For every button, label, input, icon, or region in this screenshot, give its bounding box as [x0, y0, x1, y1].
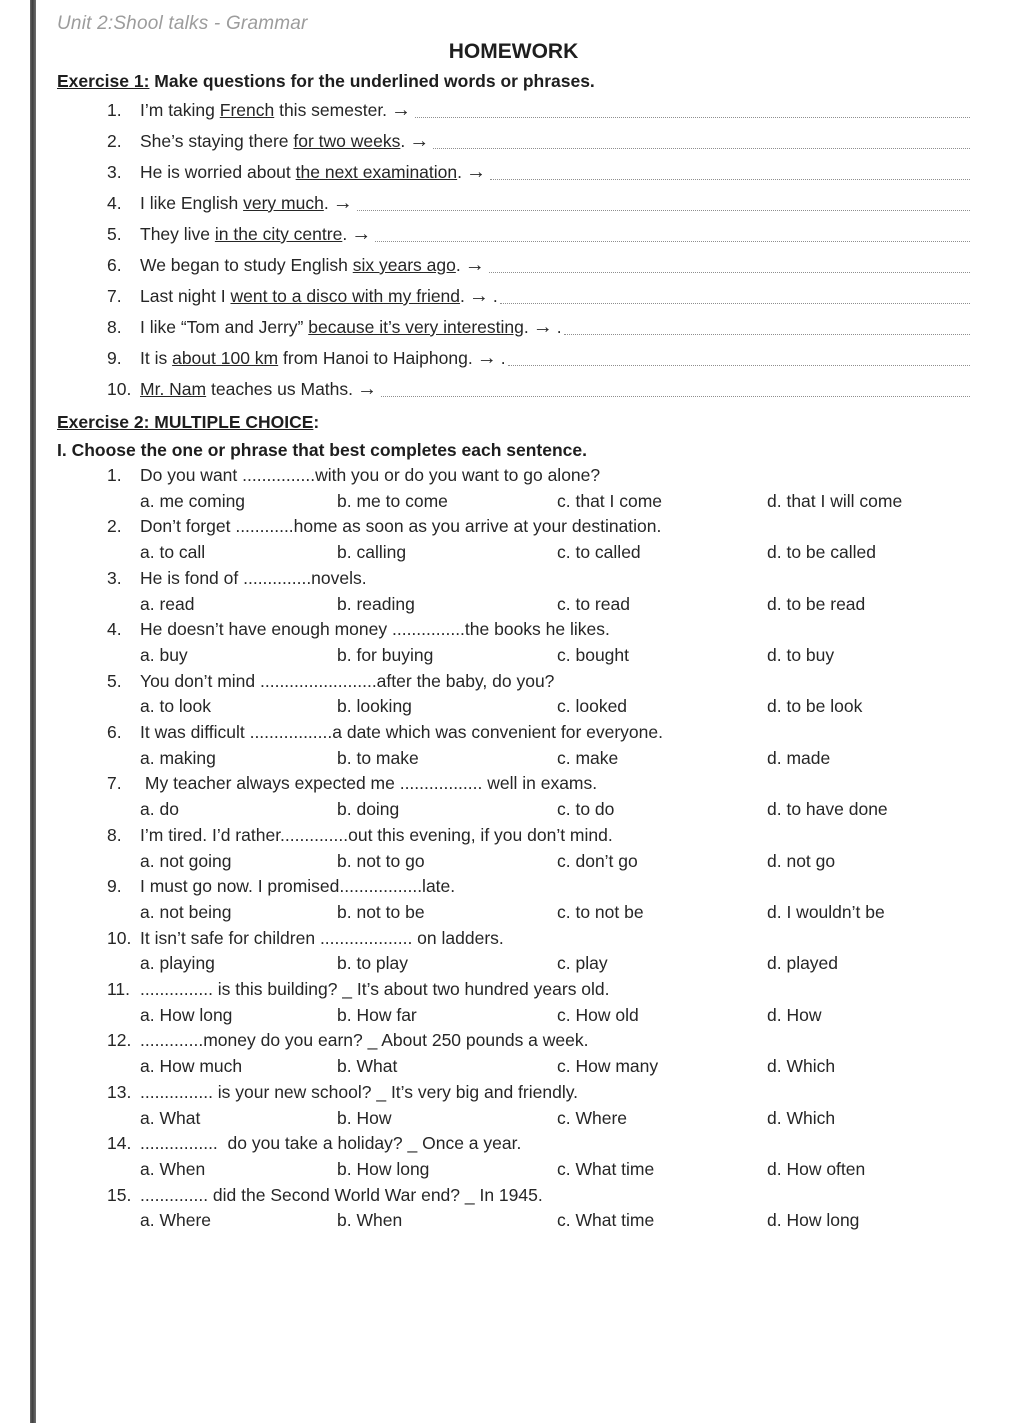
question-text: You don’t mind ........................after the baby, do you? [140, 670, 555, 691]
question-number: 15. [107, 1184, 132, 1205]
sentence-text: this semester. [274, 100, 388, 120]
option-item: b. When [337, 1210, 403, 1231]
options-row [140, 900, 970, 926]
option-item: b. doing [337, 799, 400, 820]
arrow-icon: → [464, 254, 485, 276]
exercise1-item [107, 95, 970, 126]
page-title: HOMEWORK [448, 40, 579, 63]
option-item: d. How often [767, 1158, 866, 1179]
underlined-phrase: very much [243, 193, 324, 213]
question-number: 5. [107, 670, 122, 691]
sentence-text: . [400, 131, 406, 151]
question-line [107, 720, 970, 746]
option-item: c. Where [557, 1107, 628, 1128]
question-line [107, 977, 970, 1003]
sentence-text: . [323, 193, 329, 213]
underlined-phrase: in the city centre [214, 224, 343, 244]
question-text: Don’t forget ............home as soon as you arrive at your destination. [140, 516, 662, 537]
question-line [107, 463, 970, 489]
item-sentence [140, 219, 347, 250]
question-number: 14. [107, 1133, 132, 1154]
question-line [107, 874, 970, 900]
item-sentence [140, 250, 461, 281]
option-item: a. read [140, 593, 195, 614]
option-item: a. not going [140, 850, 232, 871]
answer-line [415, 95, 970, 118]
option-item: c. How many [557, 1056, 659, 1077]
options-row [140, 1106, 970, 1132]
question-number: 3. [107, 567, 122, 588]
question-line [107, 566, 970, 592]
exercise1-list [107, 95, 970, 405]
exercise1-item [107, 157, 970, 188]
exercise1-item [107, 312, 970, 343]
question-text: My teacher always expected me ................. well in exams. [140, 773, 598, 794]
arrow-icon: → [466, 161, 487, 183]
sentence-text: It is [140, 348, 173, 368]
option-item: b. for buying [337, 644, 434, 665]
item-sentence [140, 126, 405, 157]
item-number: 9. [107, 348, 122, 368]
question-line [107, 771, 970, 797]
answer-line [564, 312, 970, 335]
option-item: a. playing [140, 953, 215, 974]
item-number: 5. [107, 224, 122, 244]
options-row [140, 1054, 970, 1080]
option-item: d. to be look [767, 696, 863, 717]
item-sentence [140, 343, 473, 374]
exercise1-label: Exercise 1: [57, 71, 150, 91]
option-item: c. play [557, 953, 608, 974]
options-row [140, 489, 970, 515]
question-number: 1. [107, 465, 122, 485]
answer-line [381, 374, 970, 397]
item-sentence [140, 95, 387, 126]
question-text: It was difficult .................a date which was convenient for everyone. [140, 722, 663, 743]
arrow-icon: → [468, 285, 489, 307]
question-line [107, 823, 970, 849]
exercise2-question [107, 1080, 970, 1131]
exercise2-question [107, 669, 970, 720]
question-number: 2. [107, 516, 122, 537]
exercise1-item [107, 374, 970, 405]
exercise2-question [107, 1028, 970, 1079]
arrow-icon: → [357, 378, 378, 400]
answer-line [357, 188, 970, 211]
option-item: b. looking [337, 696, 412, 717]
question-text: Do you want ...............with you or do you want to go alone? [140, 465, 601, 485]
options-row [140, 746, 970, 772]
sentence-text: from Hanoi to Haiphong. [278, 348, 473, 368]
question-line [107, 617, 970, 643]
question-line [107, 514, 970, 540]
option-item: b. reading [337, 593, 415, 614]
option-item: a. How much [140, 1056, 243, 1077]
item-number: 10. [107, 379, 132, 399]
answer-line [433, 126, 970, 149]
option-item: a. What [140, 1107, 201, 1128]
scan-edge-artifact [30, 0, 36, 1423]
section-heading: I. Choose the one or phrase that best completes each sentence. [57, 440, 588, 460]
option-item: b. How [337, 1107, 392, 1128]
underlined-phrase: because it’s very interesting [308, 317, 524, 337]
option-item: a. When [140, 1158, 206, 1179]
sentence-text: We began to study English [140, 255, 353, 275]
exercise2-question [107, 1131, 970, 1182]
item-sentence [140, 374, 353, 405]
options-row [140, 540, 970, 566]
option-item: d. Which [767, 1056, 836, 1077]
question-number: 10. [107, 927, 132, 948]
underlined-phrase: Mr. Nam [140, 379, 207, 399]
options-row [140, 1208, 970, 1234]
item-number: 2. [107, 131, 122, 151]
answer-line [489, 250, 970, 273]
option-item: b. How long [337, 1158, 430, 1179]
question-text: I’m tired. I’d rather..............out this evening, if you don’t mind. [140, 824, 613, 845]
item-sentence [140, 312, 529, 343]
exercise2-label: Exercise 2: MULTIPLE CHOICE [57, 412, 314, 432]
option-item: c. What time [557, 1210, 655, 1231]
question-number: 7. [107, 773, 122, 794]
option-item: a. How long [140, 1004, 233, 1025]
sentence-text: He is worried about [140, 162, 296, 182]
option-item: a. to look [140, 696, 212, 717]
question-number: 8. [107, 824, 122, 845]
option-item: b. How far [337, 1004, 417, 1025]
option-item: b. me to come [337, 490, 448, 511]
option-item: d. played [767, 953, 839, 974]
underlined-phrase: French [219, 100, 275, 120]
arrow-icon: → [391, 99, 412, 121]
worksheet-page [57, 13, 970, 1234]
question-line [107, 669, 970, 695]
option-item: b. to play [337, 953, 409, 974]
option-item: c. that I come [557, 490, 663, 511]
exercise2-question [107, 1183, 970, 1234]
question-number: 9. [107, 876, 122, 897]
exercise2-label-suffix: : [313, 412, 320, 432]
underlined-phrase: six years ago [352, 255, 456, 275]
option-item: b. not to be [337, 901, 425, 922]
option-item: d. to buy [767, 644, 835, 665]
question-line [107, 1183, 970, 1209]
question-text: I must go now. I promised.................late. [140, 876, 456, 897]
exercise2-list [107, 463, 970, 1234]
question-line [107, 1028, 970, 1054]
sentence-text: I’m taking [140, 100, 220, 120]
exercise2-question [107, 617, 970, 668]
exercise2-heading [57, 412, 970, 433]
option-item: a. to call [140, 542, 206, 563]
question-text: It isn’t safe for children ................... on ladders. [140, 927, 504, 948]
sentence-text: . [460, 286, 465, 306]
option-item: d. that I will come [767, 490, 903, 511]
exercise2-question [107, 566, 970, 617]
exercise1-item [107, 188, 970, 219]
item-number: 4. [107, 193, 122, 213]
options-row [140, 694, 970, 720]
answer-line [508, 343, 970, 366]
exercise1-item [107, 126, 970, 157]
answer-line [500, 281, 970, 304]
option-item: c. What time [557, 1158, 655, 1179]
sentence-text: Last night I [140, 286, 231, 306]
exercise2-question [107, 463, 970, 514]
sentence-text: . [342, 224, 348, 244]
option-item: d. I wouldn’t be [767, 901, 885, 922]
option-item: c. to called [557, 542, 641, 563]
arrow-icon: → [409, 130, 430, 152]
unit-header: Unit 2:Shool talks - Grammar [57, 13, 308, 34]
option-item: a. making [140, 747, 216, 768]
option-item: a. not being [140, 901, 232, 922]
option-item: a. me coming [140, 490, 246, 511]
after-arrow-dot: . [556, 317, 562, 337]
exercise1-heading [57, 71, 970, 92]
option-item: c. don’t go [557, 850, 638, 871]
option-item: d. to be read [767, 593, 866, 614]
exercise1-item [107, 219, 970, 250]
exercise2-question [107, 977, 970, 1028]
question-text: ................ do you take a holiday? _ Once a year. [140, 1133, 522, 1154]
exercise1-instruction: Make questions for the underlined words or phrases. [149, 71, 595, 91]
item-sentence [140, 188, 329, 219]
option-item: d. How long [767, 1210, 860, 1231]
item-sentence [140, 281, 465, 312]
option-item: c. bought [557, 644, 629, 665]
sentence-text: . [457, 162, 463, 182]
sentence-text: I like English [140, 193, 244, 213]
option-item: c. to do [557, 799, 615, 820]
question-number: 12. [107, 1030, 132, 1051]
question-number: 11. [107, 979, 131, 1000]
option-item: c. make [557, 747, 619, 768]
sentence-text: They live [140, 224, 215, 244]
question-line [107, 926, 970, 952]
arrow-icon: → [351, 223, 372, 245]
question-number: 13. [107, 1081, 132, 1102]
options-row [140, 592, 970, 618]
arrow-icon: → [332, 192, 353, 214]
exercise1-item [107, 250, 970, 281]
answer-line [490, 157, 970, 180]
option-item: d. made [767, 747, 831, 768]
options-row [140, 849, 970, 875]
question-number: 6. [107, 722, 122, 743]
exercise2-question [107, 926, 970, 977]
sentence-text: . [455, 255, 461, 275]
question-line [107, 1080, 970, 1106]
answer-line [375, 219, 970, 242]
sentence-text: . [523, 317, 529, 337]
option-item: c. to read [557, 593, 630, 614]
option-item: d. to be called [767, 542, 876, 563]
question-text: .............. did the Second World War end? _ In 1945. [140, 1184, 543, 1205]
exercise2-question [107, 771, 970, 822]
question-text: .............money do you earn? _ About 250 pounds a week. [140, 1030, 589, 1051]
options-row [140, 797, 970, 823]
item-number: 6. [107, 255, 122, 275]
option-item: b. What [337, 1056, 398, 1077]
option-item: a. buy [140, 644, 188, 665]
option-item: a. do [140, 799, 179, 820]
item-number: 7. [107, 286, 122, 306]
option-item: d. to have done [767, 799, 888, 820]
arrow-icon: → [476, 347, 497, 369]
underlined-phrase: went to a disco with my friend [230, 286, 461, 306]
underlined-phrase: about 100 km [172, 348, 279, 368]
options-row [140, 951, 970, 977]
item-number: 8. [107, 317, 122, 337]
option-item: d. Which [767, 1107, 836, 1128]
options-row [140, 1157, 970, 1183]
question-text: He doesn’t have enough money ...............the books he likes. [140, 619, 610, 640]
question-line [107, 1131, 970, 1157]
after-arrow-dot: . [500, 348, 506, 368]
option-item: b. calling [337, 542, 407, 563]
options-row [140, 643, 970, 669]
option-item: c. looked [557, 696, 628, 717]
option-item: b. not to go [337, 850, 425, 871]
item-number: 3. [107, 162, 122, 182]
option-item: d. How [767, 1004, 822, 1025]
exercise2-question [107, 874, 970, 925]
exercise2-question [107, 514, 970, 565]
option-item: b. to make [337, 747, 419, 768]
sentence-text: She’s staying there [140, 131, 294, 151]
item-sentence [140, 157, 462, 188]
option-item: d. not go [767, 850, 836, 871]
exercise2-question [107, 720, 970, 771]
option-item: c. to not be [557, 901, 644, 922]
exercise2-question [107, 823, 970, 874]
arrow-icon: → [532, 316, 553, 338]
question-text: He is fond of ..............novels. [140, 567, 367, 588]
underlined-phrase: for two weeks [293, 131, 401, 151]
exercise1-item [107, 281, 970, 312]
question-number: 4. [107, 619, 122, 640]
sentence-text: teaches us Maths. [206, 379, 354, 399]
question-text: ............... is your new school? _ It’s very big and friendly. [140, 1081, 579, 1102]
question-text: ............... is this building? _ It’s about two hundred years old. [140, 979, 610, 1000]
sentence-text: I like “Tom and Jerry” [140, 317, 309, 337]
option-item: c. How old [557, 1004, 639, 1025]
exercise1-item [107, 343, 970, 374]
options-row [140, 1003, 970, 1029]
after-arrow-dot: . [492, 286, 498, 306]
item-number: 1. [107, 100, 122, 120]
underlined-phrase: the next examination [295, 162, 458, 182]
option-item: a. Where [140, 1210, 211, 1231]
